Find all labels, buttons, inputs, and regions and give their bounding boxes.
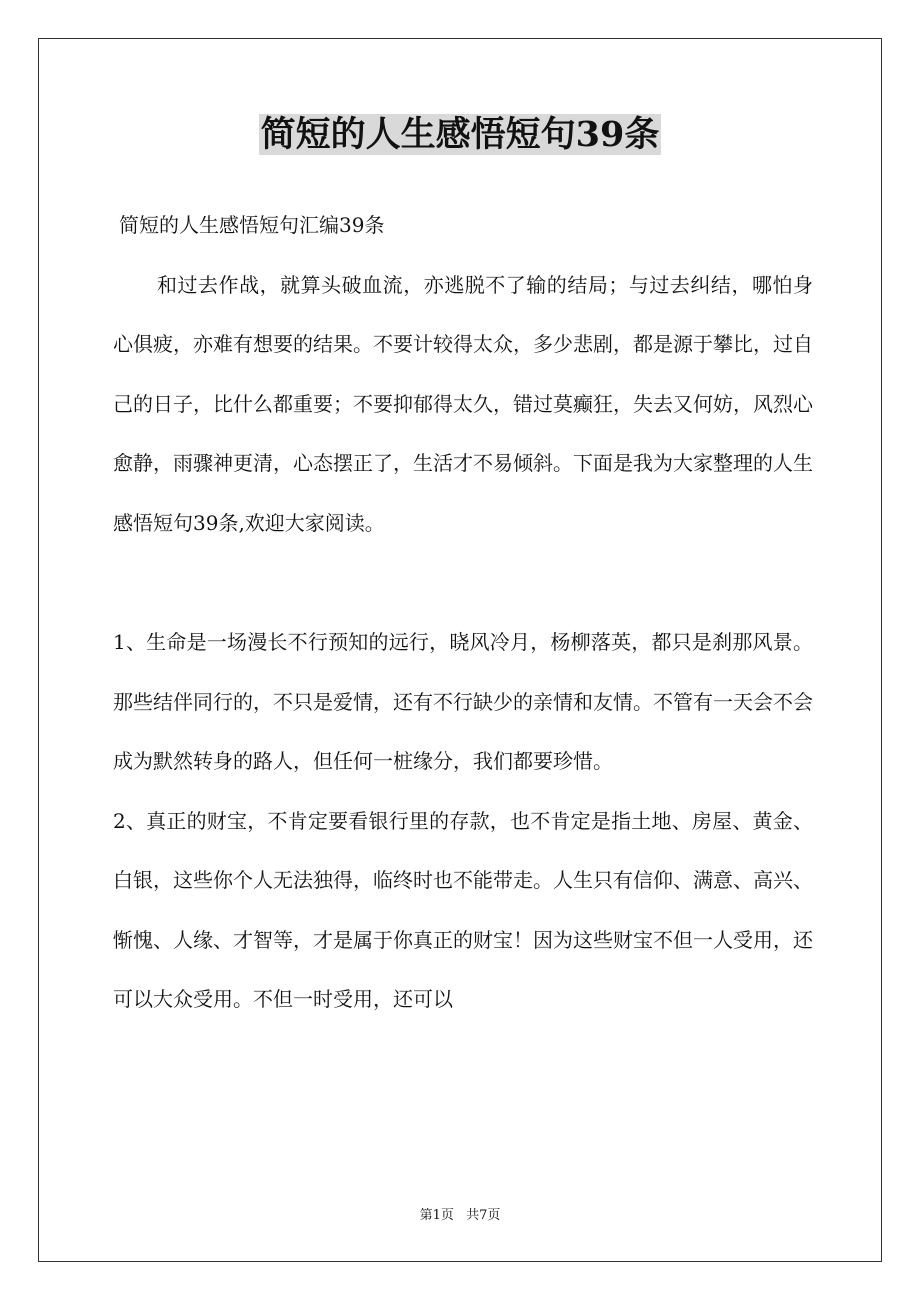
intro-paragraph: 和过去作战，就算头破血流，亦逃脱不了输的结局；与过去纠结，哪怕身心俱疲，亦难有想要的结果。不要计较得太众，多少悲剧，都是源于攀比，过自己的日子，比什么都重要；不要抑郁得太久，错过莫癫狂，失去又何妨，风烈心愈静，雨骤神更清，心态摆正了，生活才不易倾斜。下面是我为大家整理的人生感悟短句39条,欢迎大家阅读。 <box>113 272 813 535</box>
document-subtitle: 简短的人生感悟短句汇编39条 <box>119 213 385 237</box>
list-item: 2、真正的财宝，不肯定要看银行里的存款，也不肯定是指土地、房屋、黄金、白银，这些你个人无法独得，临终时也不能带走。人生只有信仰、满意、高兴、惭愧、人缘、才智等，才是属于你真正的财宝！因为这些财宝不但一人受用，还可以大众受用。不但一时受用，还可以 <box>113 808 813 1011</box>
document-title <box>0 112 920 158</box>
list-item: 1、生命是一场漫长不行预知的远行，晓风冷月，杨柳落英，都只是刹那风景。那些结伴同行的，不只是爱情，还有不行缺少的亲情和友情。不管有一天会不会成为默然转身的路人，但任何一桩缘分，我们都要珍惜。 <box>113 630 813 773</box>
page-total: 共7页 <box>466 1208 501 1223</box>
page-footer <box>0 1207 920 1225</box>
document-body <box>113 196 813 1030</box>
paragraph-spacer <box>113 553 813 613</box>
page-number: 第1页 <box>419 1208 454 1223</box>
document-title-text: 简短的人生感悟短句39条 <box>260 114 660 155</box>
